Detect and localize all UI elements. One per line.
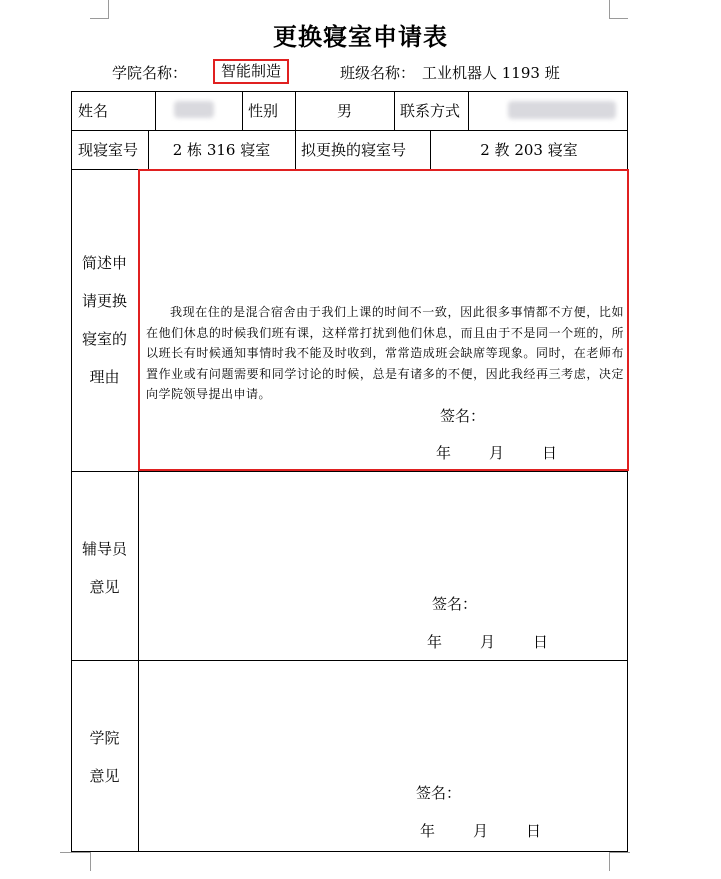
- row-divider: [71, 660, 628, 661]
- college-date: 年 月 日: [420, 822, 542, 840]
- name-label: 姓名: [78, 102, 109, 120]
- col-divider: [242, 91, 243, 130]
- crop-mark: [60, 852, 91, 871]
- college-signature-label: 签名：: [416, 784, 462, 802]
- name-redacted: [174, 101, 214, 118]
- row-divider: [71, 471, 628, 472]
- class-value: 工业机器人 1193 班: [422, 64, 560, 82]
- gender-value: 男: [336, 102, 352, 120]
- counselor-signature-label: 签名：: [432, 595, 478, 613]
- college-value: 智能制造: [213, 59, 289, 84]
- reason-signature-label: 签名：: [440, 407, 486, 425]
- counselor-label: 辅导员 意见: [81, 540, 127, 596]
- current-room-label: 现寝室号: [78, 141, 139, 159]
- col-divider: [155, 91, 156, 130]
- gender-label: 性别: [248, 102, 279, 120]
- form-title: 更换寝室申请表: [273, 23, 448, 51]
- class-label: 班级名称：: [340, 64, 416, 82]
- target-room-label: 拟更换的寝室号: [301, 141, 407, 159]
- reason-text: 我现在住的是混合宿舍由于我们上课的时间不一致，因此很多事情都不方便，比如在他们休息的时候我们班有课，这样常打扰到他们休息，而且由于不是同一个班的，所以班长有时候通知事情时我不能及时收到，常常造成班会缺席等现象。同时，在老师布置作业或有问题需要和同学讨论的时候，总是有诸多的不便，因此我经再三考虑，决定向学院领导提出申请。: [146, 305, 624, 401]
- reason-label: 简述申 请更换 寝室的 理由: [81, 254, 127, 386]
- target-room-value: 2 教 203 寝室: [480, 141, 578, 159]
- contact-redacted: [508, 101, 616, 119]
- college-label: 学院名称：: [112, 64, 188, 82]
- col-divider: [468, 91, 469, 130]
- counselor-date: 年 月 日: [427, 633, 549, 651]
- col-divider: [394, 91, 395, 130]
- reason-date: 年 月 日: [436, 444, 558, 462]
- college-opinion-label: 学院 意见: [89, 729, 120, 785]
- current-room-value: 2 栋 316 寝室: [172, 141, 271, 159]
- contact-label: 联系方式: [400, 102, 461, 120]
- crop-mark: [609, 852, 630, 871]
